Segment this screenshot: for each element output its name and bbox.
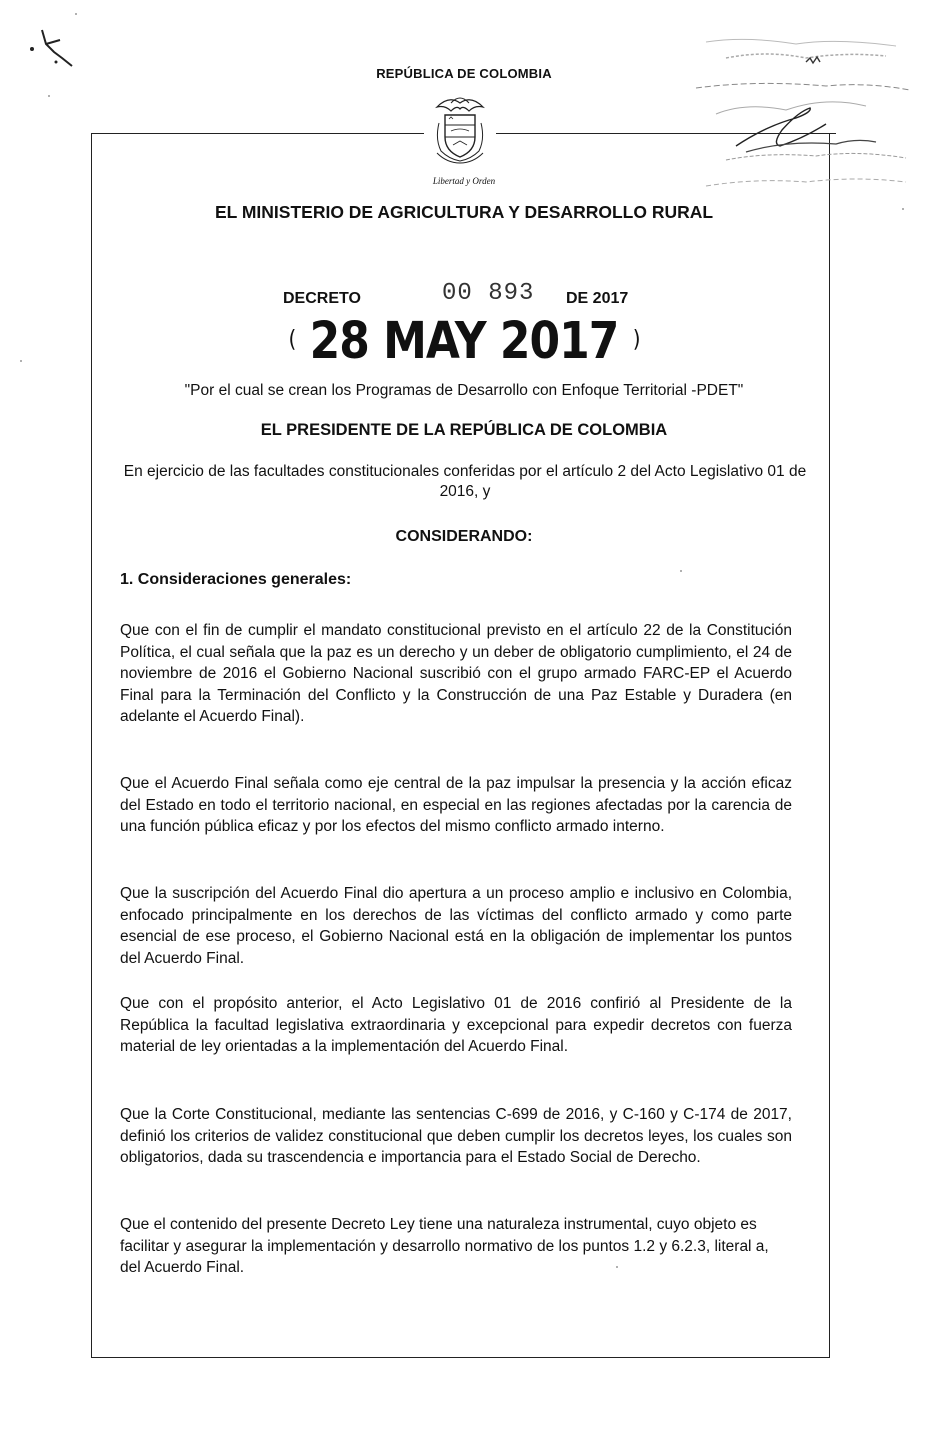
scan-speck <box>75 13 77 15</box>
paragraph-2: Que el Acuerdo Final señala como eje central de la paz impulsar la presencia y la acción eficaz del Estado en todo el territorio nacional, en especial en las regiones afectadas por la carencia de una función pública eficaz y por los efectos del mismo conflicto armado interno. <box>120 775 792 836</box>
date-stamp-text: 28 MAY 2017 <box>309 312 619 371</box>
paragraph-3: Que la suscripción del Acuerdo Final dio apertura a un proceso amplio e inclusivo en Colombia, enfocado principalmente en los derechos de las víctimas del conflicto armado y como parte esencial de ese proceso, el Gobierno Nacional está en la obligación de implementar los puntos del Acuerdo Final. <box>120 885 792 967</box>
scan-speck <box>616 1266 618 1268</box>
decree-label: DECRETO <box>283 290 361 307</box>
president-heading: EL PRESIDENTE DE LA REPÚBLICA DE COLOMBIA <box>260 421 668 439</box>
scan-speck <box>680 570 682 572</box>
paragraph-6: Que el contenido del presente Decreto Ley tiene una naturaleza instrumental, cuyo objeto es facilitar y asegurar la implementación y desarrollo normativo de los puntos 1.2 y 6.2.3, literal a, del Acuerdo Final. <box>120 1216 769 1277</box>
stamp-close-paren-icon: ) <box>632 324 640 353</box>
section-heading: 1. Consideraciones generales: <box>120 571 352 588</box>
paragraph-1: Que con el fin de cumplir el mandato constitucional previsto en el artículo 22 de la Constitución Política, el cual señala que la paz es un derecho y un deber de obligatorio cumplimiento, el 24 de noviembre de 2016 el Gobierno Nacional suscribió con el grupo armado FARC-EP el Acuerdo Final para la Terminación del Conflicto y la Construcción de una Paz Estable y Duradera (en adelante el Acuerdo Final). <box>120 622 792 726</box>
paragraph-4: Que con el propósito anterior, el Acto Legislativo 01 de 2016 confirió al Presidente de la República la facultad legislativa extraordinaria y excepcional para expedir decretos con fuerza material de ley orientadas a la implementación del Acuerdo Final. <box>120 995 792 1056</box>
date-stamp <box>0 312 928 371</box>
paragraph-5: Que la Corte Constitucional, mediante las sentencias C-699 de 2016, y C-160 y C-174 de 2017, definió los criterios de validez constitucional que deben cumplir los decretos leyes, los cuales son obligatorios, dada su trascendencia e importancia para el Estado Social de Derecho. <box>120 1106 792 1167</box>
decree-number: 00 893 <box>442 280 535 307</box>
scan-speck <box>48 95 50 97</box>
republic-heading: REPÚBLICA DE COLOMBIA <box>376 66 552 81</box>
stamp-open-paren-icon: ( <box>288 324 296 353</box>
decree-year: DE 2017 <box>566 290 629 307</box>
considerando-heading: CONSIDERANDO: <box>395 528 533 545</box>
scan-speck <box>902 208 904 210</box>
facultades-text: En ejercicio de las facultades constitucionales conferidas por el artículo 2 del Acto Legislativo 01 de 2016, y <box>123 463 807 500</box>
signature-stamp <box>686 22 914 192</box>
seal-motto: Libertad y Orden <box>432 176 496 186</box>
scan-speck <box>20 360 22 362</box>
decree-title: "Por el cual se crean los Programas de Desarrollo con Enfoque Territorial -PDET" <box>184 382 744 399</box>
ministry-heading: EL MINISTERIO DE AGRICULTURA Y DESARROLLO RURAL <box>214 202 714 222</box>
coat-of-arms-icon <box>429 93 491 175</box>
